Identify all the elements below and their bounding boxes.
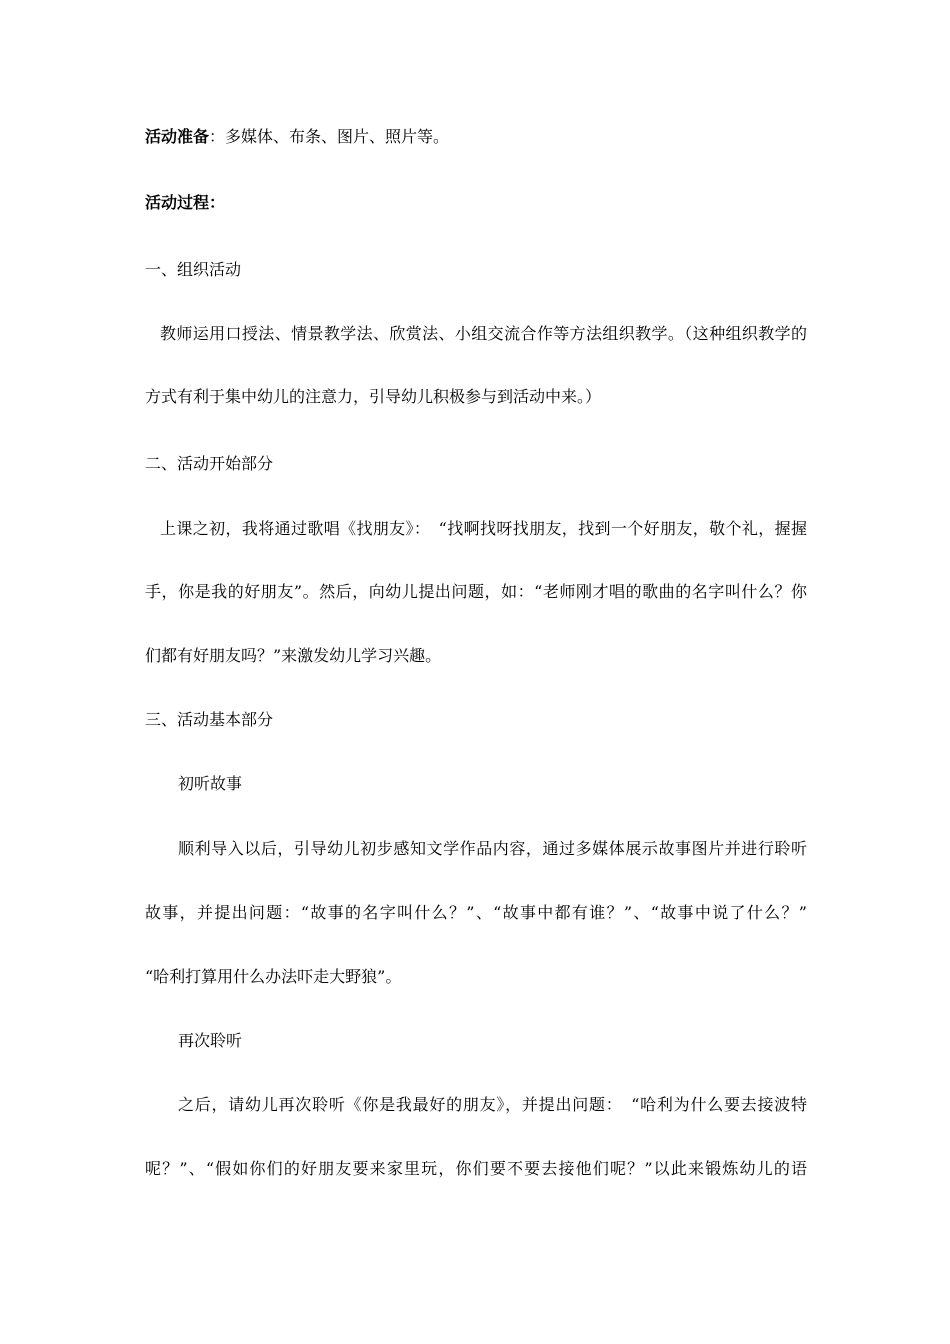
paragraph-line: 手，你是我的好朋友”。然后，向幼儿提出问题，如：“老师刚才唱的歌曲的名字叫什么？你 (145, 582, 807, 601)
paragraph-line: “哈利打算用什么办法吓走大野狼”。 (145, 967, 402, 986)
preparation-label: 活动准备 (145, 127, 210, 146)
paragraph-line: 方式有利于集中幼儿的注意力，引导幼儿积极参与到活动中来。） (145, 387, 602, 406)
paragraph-line: 故事，并提出问题：“故事的名字叫什么？”、“故事中都有谁？”、“故事中说了什么？” (145, 903, 807, 922)
paragraph-line: 之后，请幼儿再次聆听《你是我最好的朋友》，并提出问题： “哈利为什么要去接波特 (178, 1095, 807, 1114)
activity-process-heading: 活动过程： (145, 193, 226, 212)
section-3-heading: 三、活动基本部分 (145, 710, 274, 729)
paragraph-line: 呢？”、“假如你们的好朋友要来家里玩，你们要不要去接他们呢？”以此来锻炼幼儿的语 (145, 1159, 807, 1178)
activity-preparation (145, 126, 449, 148)
section-2-heading: 二、活动开始部分 (145, 454, 274, 473)
paragraph-line: 教师运用口授法、情景教学法、欣赏法、小组交流合作等方法组织教学。（这种组织教学的 (160, 324, 807, 343)
paragraph-line: 上课之初，我将通过歌唱《找朋友》： “找啊找呀找朋友，找到一个好朋友，敬个礼，握握 (160, 519, 807, 538)
paragraph-line: 们都有好朋友吗？”来激发幼儿学习兴趣。 (145, 646, 442, 665)
paragraph-line: 顺利导入以后，引导幼儿初步感知文学作品内容，通过多媒体展示故事图片并进行聆听 (178, 839, 807, 858)
section-1-heading: 一、组织活动 (145, 260, 242, 279)
preparation-text: ：多媒体、布条、图片、照片等。 (209, 127, 450, 146)
subheading-second-listen: 再次聆听 (178, 1031, 243, 1050)
subheading-first-listen: 初听故事 (178, 774, 243, 793)
